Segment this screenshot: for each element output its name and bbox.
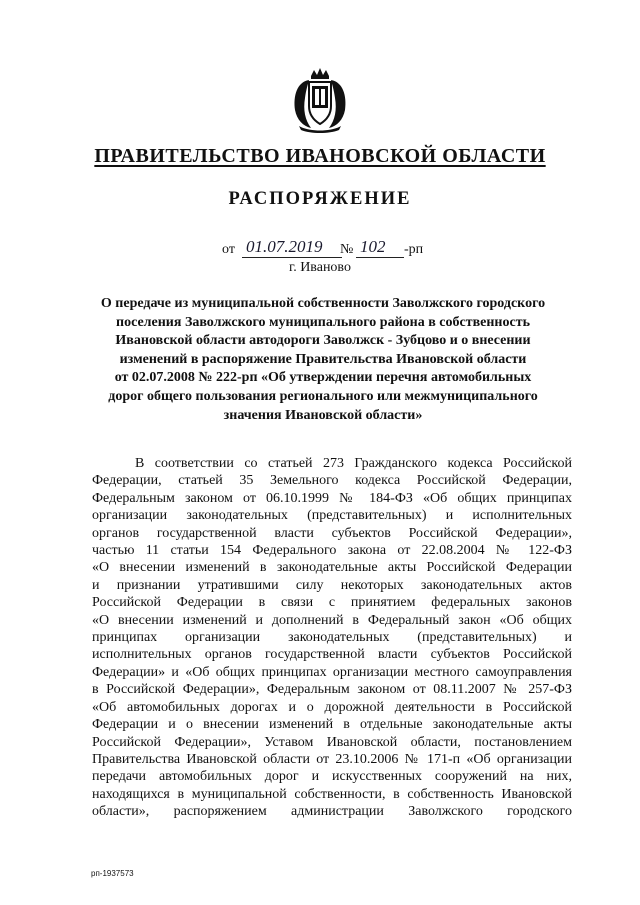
body-line: области», распоряжением администрации Заволжского городского	[92, 804, 572, 820]
body-line: организации законодательных (представительных) и исполнительных	[92, 508, 572, 524]
body-line: органов государственной власти субъектов Российской Федерации»,	[92, 525, 572, 541]
body-line: частью 11 статьи 154 Федерального закона от 22.08.2004 № 122-ФЗ	[92, 543, 572, 559]
coat-of-arms-icon	[289, 66, 351, 134]
body-line: В соответствии со статьей 273 Гражданского кодекса Российской	[135, 456, 572, 471]
body-line: передачи автомобильных дорог и искусственных сооружений на них,	[92, 769, 572, 785]
body-line: Российской Федерации в связи с принятием федеральных законов	[92, 595, 572, 611]
body-line: Федерации» и «Об общих принципах организации местного самоуправления	[92, 664, 572, 680]
document-type: РАСПОРЯЖЕНИЕ	[228, 189, 412, 209]
subject-line: значения Ивановской области»	[223, 407, 423, 423]
body-line: в Российской Федерации», Федеральным законом от 08.11.2007 № 257-ФЗ	[92, 682, 572, 698]
subject-line: поселения Заволжского муниципального района в собственность	[116, 314, 530, 330]
footer-document-code: рп-1937573	[91, 869, 134, 878]
document-number: 102	[356, 237, 404, 258]
subject-line: от 02.07.2008 № 222-рп «Об утверждении перечня автомобильных	[114, 370, 532, 386]
subject-line: изменений в распоряжение Правительства Ивановской области	[119, 351, 527, 367]
body-line: Федерации, статьей 35 Земельного кодекса Российской Федерации,	[92, 473, 572, 489]
government-title	[0, 145, 640, 168]
body-line: Федерации и о внесении изменений в отдельные законодательные акты	[92, 717, 572, 733]
body-line: Правительства Ивановской области от 23.10.2006 № 171-п «Об организации	[92, 751, 572, 767]
number-label: №	[340, 242, 354, 257]
body-line: исполнительных органов государственной власти субъектов Российской	[92, 647, 572, 663]
body-line: «О внесении изменений в законодательные акты Российской Федерации	[92, 560, 572, 576]
document-subject	[88, 295, 558, 425]
body-line: Российской Федерации», Уставом Ивановской области, постановлением	[92, 734, 572, 750]
body-line: и признании утратившими силу некоторых законодательных актов	[92, 577, 572, 593]
body-line: «Об автомобильных дорогах и о дорожной деятельности в Российской	[92, 699, 572, 715]
subject-line: О передаче из муниципальной собственности Заволжского городского	[100, 296, 546, 311]
government-title-text: ПРАВИТЕЛЬСТВО ИВАНОВСКОЙ ОБЛАСТИ	[94, 145, 546, 167]
body-paragraph	[92, 455, 572, 821]
body-line: «О внесении изменений и дополнений в Федеральный закон «Об общих	[92, 612, 572, 628]
body-line: находящихся в муниципальной собственности, в собственность Ивановской	[92, 786, 572, 802]
body-line: принципах организации законодательных (представительных) и	[92, 630, 572, 646]
city: г. Иваново	[289, 260, 351, 275]
subject-line: дорог общего пользования регионального или межмуниципального	[108, 388, 538, 404]
number-suffix: -рп	[404, 242, 424, 257]
document-date: 01.07.2019	[242, 237, 342, 258]
subject-line: Ивановской области автодороги Заволжск - Зубцово и о внесении	[115, 333, 531, 349]
body-line: Федеральным законом от 06.10.1999 № 184-ФЗ «Об общих принципах	[92, 490, 572, 506]
date-number-line	[222, 237, 482, 261]
date-from-label: от	[222, 242, 235, 257]
